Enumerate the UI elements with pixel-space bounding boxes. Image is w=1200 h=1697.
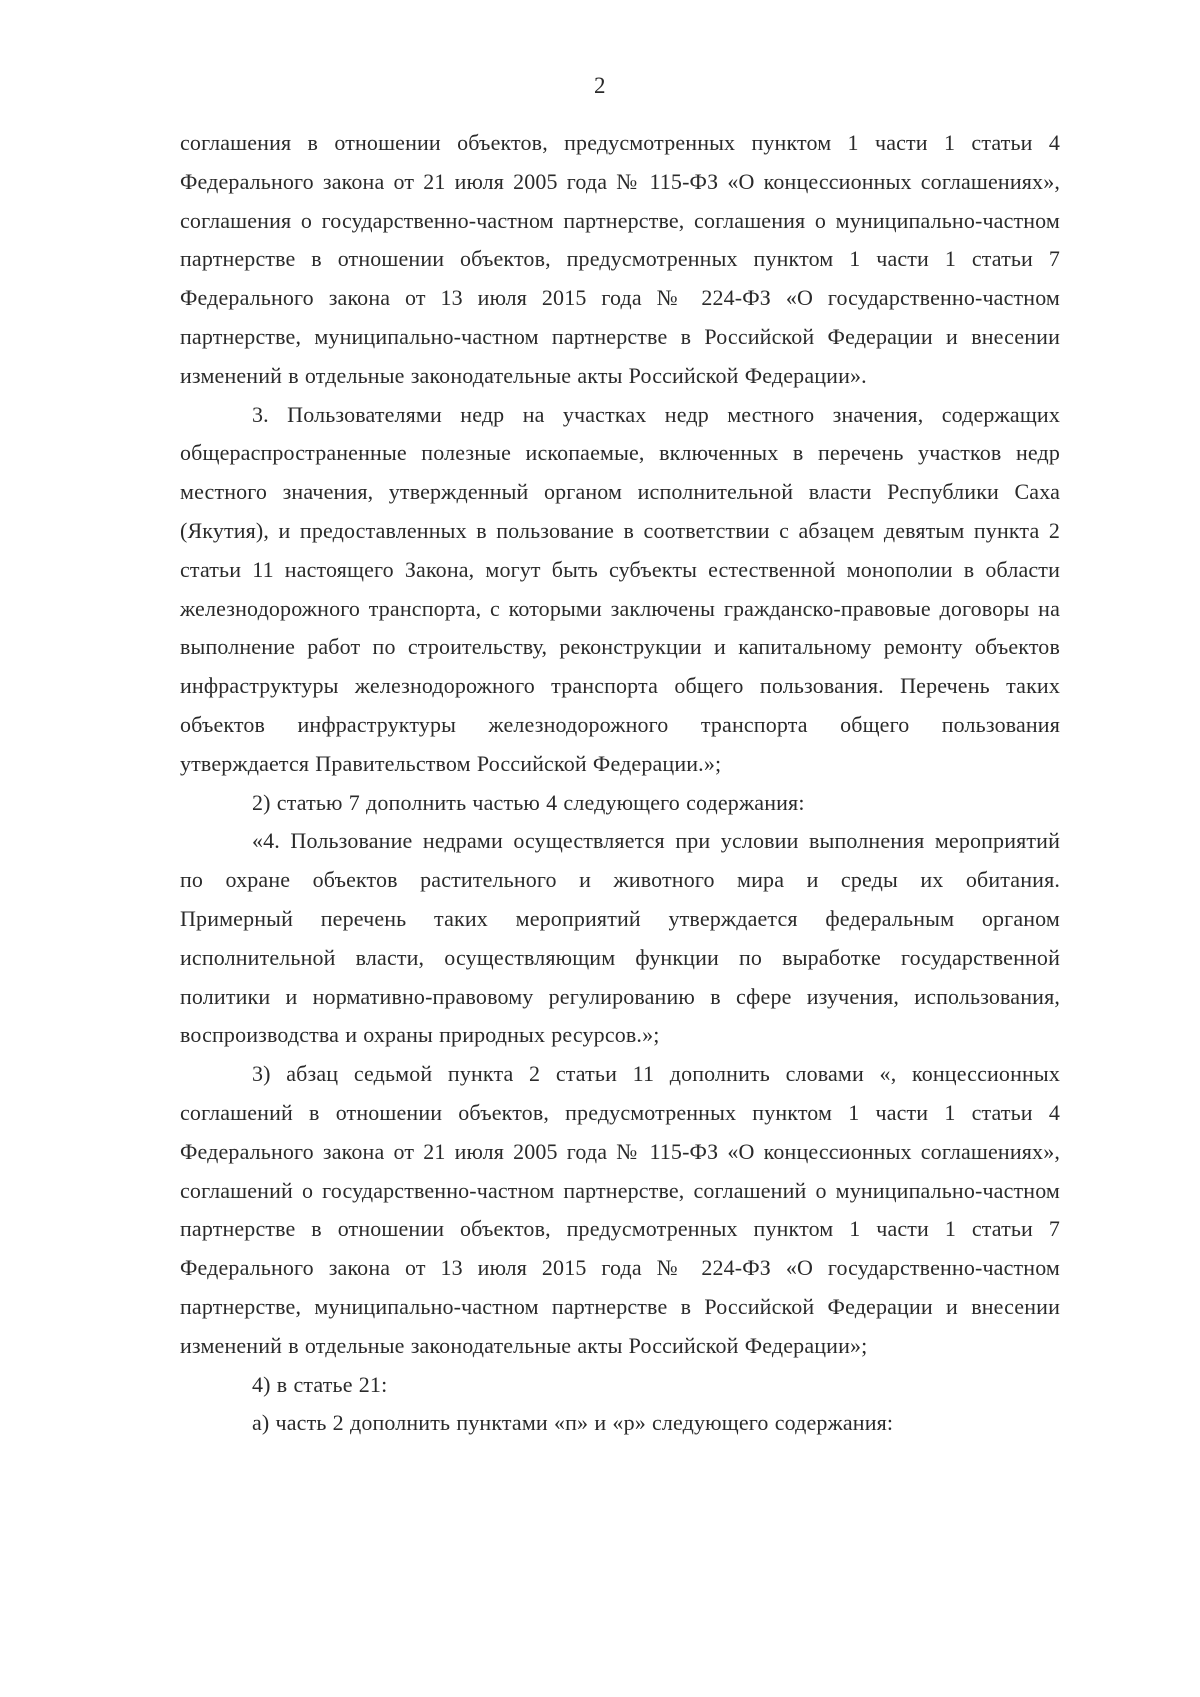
text-line: местного значения, утвержденный органом исполнительной власти Республики Саха (180, 479, 1060, 505)
text-line: соглашений о государственно-частном партнерстве, соглашений о муниципально-частном (180, 1177, 1060, 1203)
text-line: а) часть 2 дополнить пунктами «п» и «р» следующего содержания: (252, 1410, 894, 1436)
text-line: Федерального закона от 21 июля 2005 года № 115-ФЗ «О концессионных соглашениях», (180, 168, 1060, 194)
text-line: исполнительной власти, осуществляющим функции по выработке государственной (180, 944, 1060, 970)
text-line: соглашения о государственно-частном партнерстве, соглашения о муниципально-частном (180, 207, 1060, 233)
text-line: Примерный перечень таких мероприятий утверждается федеральным органом (180, 905, 1060, 931)
text-line: выполнение работ по строительству, реконструкции и капитальному ремонту объектов (180, 634, 1060, 660)
text-line: политики и нормативно-правовому регулированию в сфере изучения, использования, (180, 983, 1060, 1009)
text-line: соглашений в отношении объектов, предусмотренных пунктом 1 части 1 статьи 4 (180, 1099, 1060, 1125)
text-line: воспроизводства и охраны природных ресурсов.»; (180, 1022, 660, 1048)
text-line: по охране объектов растительного и животного мира и среды их обитания. (180, 867, 1060, 893)
text-line: Федерального закона от 21 июля 2005 года № 115-ФЗ «О концессионных соглашениях», (180, 1138, 1060, 1164)
text-line: Федерального закона от 13 июля 2015 года № 224-ФЗ «О государственно-частном (180, 1255, 1060, 1281)
text-line: железнодорожного транспорта, с которыми заключены гражданско-правовые договоры на (180, 595, 1060, 621)
page-number: 2 (594, 73, 606, 98)
document-body (180, 124, 1060, 1443)
text-line: утверждается Правительством Российской Федерации.»; (180, 750, 722, 776)
text-line: «4. Пользование недрами осуществляется при условии выполнения мероприятий (252, 828, 1060, 854)
text-line: инфраструктуры железнодорожного транспорта общего пользования. Перечень таких (180, 673, 1060, 699)
text-line: объектов инфраструктуры железнодорожного транспорта общего пользования (180, 711, 1060, 737)
text-line: статьи 11 настоящего Закона, могут быть субъекты естественной монополии в области (180, 556, 1060, 582)
text-line: 4) в статье 21: (252, 1371, 388, 1397)
text-line: партнерстве в отношении объектов, предусмотренных пунктом 1 части 1 статьи 7 (180, 246, 1060, 272)
text-line: общераспространенные полезные ископаемые, включенных в перечень участков недр (180, 440, 1060, 466)
text-line: изменений в отдельные законодательные акты Российской Федерации»; (180, 1332, 868, 1358)
text-line: партнерстве, муниципально-частном партнерстве в Российской Федерации и внесении (180, 1293, 1060, 1319)
text-line: 2) статью 7 дополнить частью 4 следующего содержания: (252, 789, 805, 815)
text-line: партнерстве, муниципально-частном партнерстве в Российской Федерации и внесении (180, 323, 1060, 349)
text-line: соглашения в отношении объектов, предусмотренных пунктом 1 части 1 статьи 4 (180, 130, 1060, 155)
text-line: изменений в отдельные законодательные акты Российской Федерации». (180, 362, 867, 388)
text-line: Федерального закона от 13 июля 2015 года № 224-ФЗ «О государственно-частном (180, 285, 1060, 311)
text-line: (Якутия), и предоставленных в пользование в соответствии с абзацем девятым пункта 2 (180, 517, 1060, 543)
text-line: 3. Пользователями недр на участках недр местного значения, содержащих (252, 401, 1060, 427)
text-line: 3) абзац седьмой пункта 2 статьи 11 дополнить словами «, концессионных (252, 1061, 1060, 1087)
text-line: партнерстве в отношении объектов, предусмотренных пунктом 1 части 1 статьи 7 (180, 1216, 1060, 1242)
